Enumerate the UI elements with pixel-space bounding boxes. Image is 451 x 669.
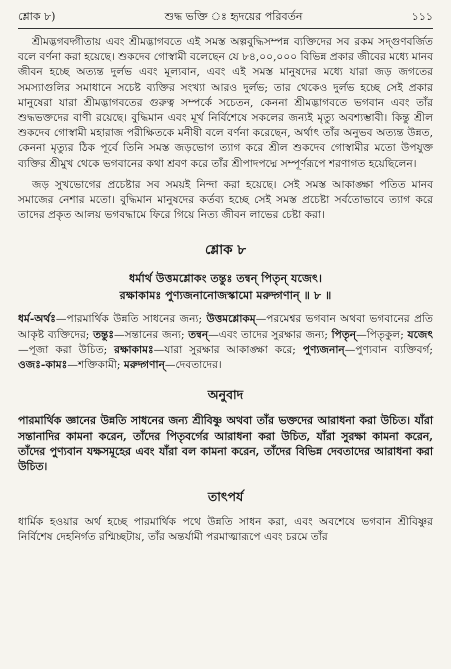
page-number: ১১১ — [411, 10, 433, 23]
translation-text: পারমার্থিক জ্ঞানের উন্নতি সাধনের জন্য শ্রীবিষ্ণু অথবা তাঁর ভক্তদের আরাধনা করা উচিত। যাঁরা সন্তানাদির কামনা করেন, তাঁদের পিতৃবর্গের আরাধনা করা উচিত, যাঁরা সুরক্ষা কামনা করেন, তাঁদের পুণ্যবান যক্ষসমূহের এবং যাঁরা বল কামনা করেন, তাঁদের বিভিন্ন দেবতাদের আরাধনা করা উচিত। — [18, 414, 433, 474]
wfw-term: পিতৃন্ — [331, 328, 357, 341]
header-rule — [18, 28, 433, 29]
verse-heading: শ্লোক ৮ — [204, 242, 247, 259]
body-paragraph-1: শ্রীমদ্ভগবদ্গীতায় এবং শ্রীমদ্ভাগবতে এই সমস্ত অল্পবুদ্ধিসম্পন্ন ব্যক্তিদের সব রকম সদ্গুণবর্জিত বলে বর্ণনা করা হয়েছে। শুকদেব গোস্বামী বলেছেন যে ৮৪,০০,০০০ বিভিন্ন প্রকার জীবের মধ্যে মানব জীবন হচ্ছে অত্যন্ত দুর্লভ এবং মূল্যবান, এবং এই সমস্ত মানুষদের মধ্যে যারা জড় জগতের সমস্যাগুলির সমাধানে সচেষ্ট ব্যক্তির সংখ্যা আরও দুর্লভ; তার থেকেও দুর্লভ হচ্ছে সেই প্রকার মানুষেরা যারা শ্রীমদ্ভাগবতের গুরুত্ব সম্পর্কে সচেতন, কেননা শ্রীমদ্ভাগবতে ভগবান এবং তাঁর শুদ্ধভক্তদের বাণী রয়েছে। বুদ্ধিমান এবং মূর্খ নির্বিশেষে সকলের জন্যই মৃত্যু অবশ্যম্ভাবী। কিন্তু শ্রীল শুকদেব গোস্বামী মহারাজ পরীক্ষিতকে মনীষী বলে বর্ণনা করেছেন, অর্থাৎ তাঁর অনুভব অত্যন্ত উন্নত, কেননা মৃত্যুর ঠিক পূর্বে তিনি সমস্ত জড়ভোগ ত্যাগ করে শ্রীল শুকদেব গোস্বামীর মতো উপযুক্ত ব্যক্তির শ্রীমুখ থেকে ভগবানের কথা শ্রবণ করে তাঁর শ্রীপাদপদ্মে সম্পূর্ণরূপে শরণাগত হয়েছিলেন। — [18, 36, 433, 170]
wfw-meaning: —দেবতাদের। — [164, 359, 222, 372]
wfw-term: যজেৎ — [407, 328, 433, 341]
body-paragraph-2: জড় সুখভোগের প্রচেষ্টার সব সময়ই নিন্দা করা হয়েছে। সেই সমস্ত আকাঙ্ক্ষা পতিত মানব সমাজের নেশার মতো। বুদ্ধিমান মানুষদের কর্তব্য হচ্ছে সেই সমস্ত প্রচেষ্টা সর্বতোভাবে ত্যাগ করে তাদের প্রকৃত আলয় ভগবদ্ধামে ফিরে গিয়ে নিত্য জীবন লাভের চেষ্টা করা। — [18, 178, 433, 222]
wfw-term: তন্বন্ — [188, 328, 209, 341]
wfw-term: তন্তুঃ — [93, 328, 114, 341]
wfw-term: ধর্ম-অর্থঃ — [18, 313, 56, 326]
running-header — [18, 8, 433, 26]
wfw-term: মরুদ্গণান্ — [123, 359, 165, 372]
purport-heading: তাৎপর্য — [207, 488, 244, 504]
wfw-meaning: —সন্তানের জন্য; — [114, 328, 189, 341]
wfw-meaning: —পারমার্থিক উন্নতি সাধনের জন্য; — [55, 313, 207, 326]
wfw-term: পুণ্যজনান্ — [302, 343, 345, 356]
word-for-word — [18, 312, 433, 373]
page — [18, 8, 433, 545]
wfw-meaning: —শক্তিকামী; — [67, 359, 124, 372]
wfw-term: ওজঃ-কামঃ — [18, 359, 68, 372]
wfw-meaning: —পুণ্যবান ব্যক্তিবর্গ; — [344, 343, 433, 356]
header-verse-ref: শ্লোক ৮) — [18, 10, 56, 23]
header-chapter-title: শুদ্ধ ভক্তি ঃ হৃদয়ের পরিবর্তন — [164, 10, 303, 23]
wfw-meaning: —এবং তাদের সুরক্ষার জন্য; — [208, 328, 332, 341]
wfw-meaning: —পূজা করা উচিত; — [18, 343, 115, 356]
wfw-term: উত্তমশ্লোকম্ — [206, 313, 256, 326]
wfw-meaning: —পিতৃকুল; — [356, 328, 408, 341]
translation-heading: অনুবাদ — [207, 387, 244, 403]
verse-line-1: ধর্মার্থ উত্তমশ্লোকং তন্তুঃ তন্বন্ পিতৃন্ যজেৎ। — [129, 271, 322, 286]
verse-line-2: রক্ষাকামঃ পুণ্যজনানোজস্কামো মরুদ্গণান্ ॥ ৮ ॥ — [119, 288, 332, 303]
wfw-meaning: —যারা সুরক্ষার আকাঙ্ক্ষা করে; — [153, 343, 303, 356]
purport-text: ধার্মিক হওয়ার অর্থ হচ্ছে পারমার্থিক পথে উন্নতি সাধন করা, এবং অবশেষে ভগবান শ্রীবিষ্ণুর নির্বিশেষ দেহনির্গত রশ্মিচ্ছটায়, তাঁর অন্তর্যামী পরমাত্মারূপে এবং চরমে তাঁর — [18, 515, 433, 544]
wfw-meaning: —পরমেশ্বর ভগবান অথবা ভগবানের প্রতি আকৃষ্ট ব্যক্তিদের; — [18, 313, 433, 341]
wfw-term: রক্ষাকামঃ — [114, 343, 154, 356]
